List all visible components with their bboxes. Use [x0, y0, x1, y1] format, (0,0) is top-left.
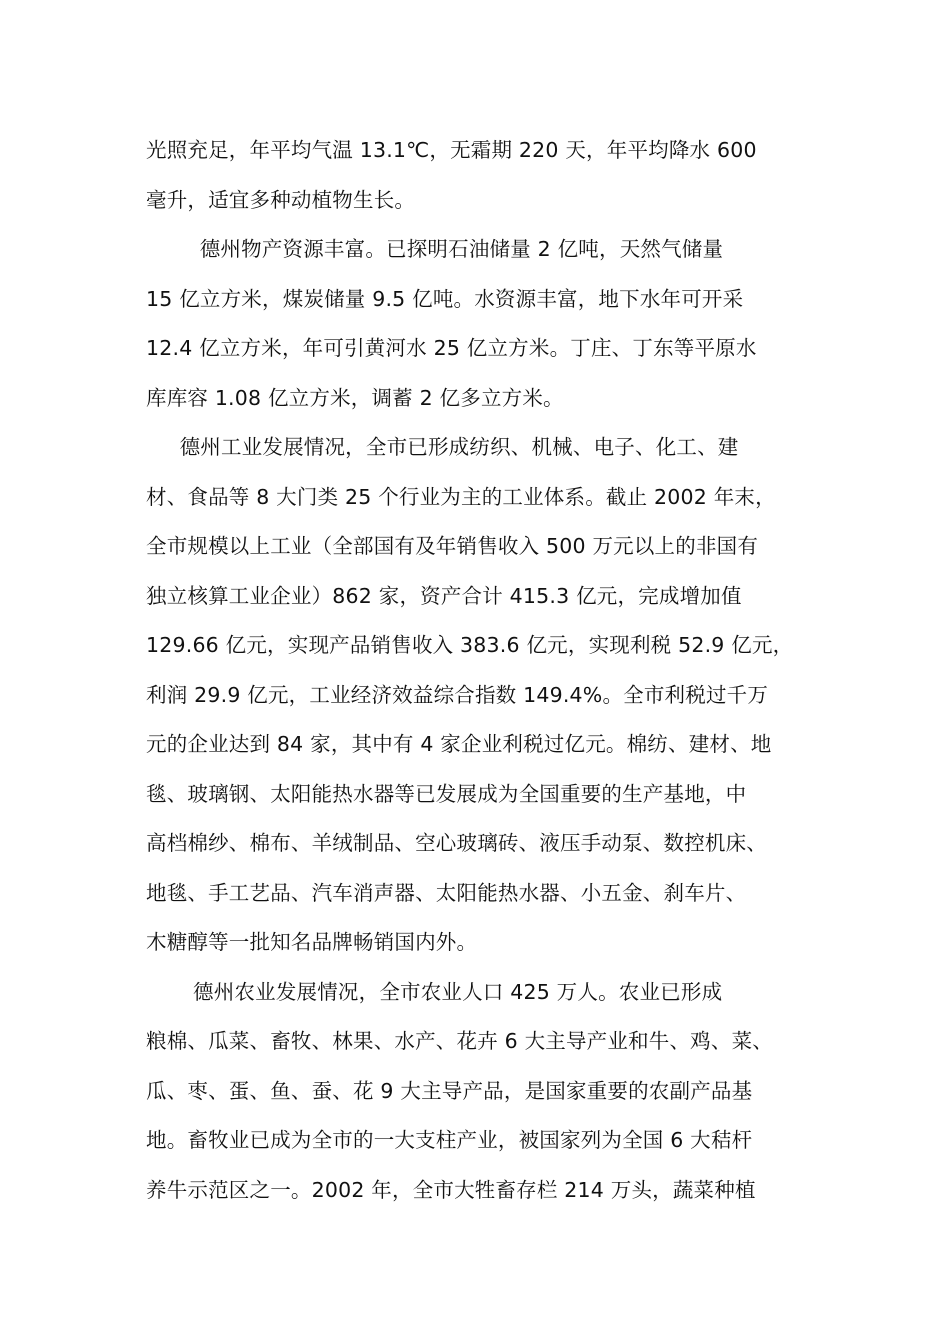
- text-line: 木糖醇等一批知名品牌畅销国内外。: [146, 930, 478, 954]
- text-line: 12.4 亿立方米，年可引黄河水 25 亿立方米。丁庄、丁东等平原水: [146, 336, 757, 360]
- text-line: 地。畜牧业已成为全市的一大支柱产业，被国家列为全国 6 大秸杆: [146, 1128, 753, 1152]
- text-line: 养牛示范区之一。2002 年，全市大牲畜存栏 214 万头，蔬菜种植: [146, 1177, 756, 1202]
- text-line: 光照充足，年平均气温 13.1℃，无霜期 220 天，年平均降水 600: [146, 138, 757, 162]
- text-line: 毫升，适宜多种动植物生长。: [146, 187, 416, 212]
- text-line: 毯、玻璃钢、太阳能热水器等已发展成为全国重要的生产基地，中: [146, 781, 747, 806]
- text-line: 15 亿立方米，煤炭储量 9.5 亿吨。水资源丰富，地下水年可开采: [146, 286, 744, 311]
- text-line: 粮棉、瓜菜、畜牧、林果、水产、花卉 6 大主导产业和牛、鸡、菜、: [146, 1029, 773, 1053]
- text-line: 德州物产资源丰富。已探明石油储量 2 亿吨，天然气储量: [146, 237, 724, 261]
- text-line: 材、食品等 8 大门类 25 个行业为主的工业体系。截止 2002 年末，: [146, 484, 776, 509]
- text-line: 德州农业发展情况，全市农业人口 425 万人。农业已形成: [146, 979, 723, 1004]
- text-line: 独立核算工业企业）862 家，资产合计 415.3 亿元，完成增加值: [146, 583, 742, 608]
- text-line: 瓜、枣、蛋、鱼、蚕、花 9 大主导产品，是国家重要的农副产品基: [146, 1078, 753, 1103]
- text-line: 全市规模以上工业（全部国有及年销售收入 500 万元以上的非国有: [146, 534, 759, 558]
- text-line: 高档棉纱、棉布、羊绒制品、空心玻璃砖、液压手动泵、数控机床、: [146, 831, 767, 855]
- body-text: [146, 126, 816, 1215]
- text-line: 元的企业达到 84 家，其中有 4 家企业利税过亿元。棉纺、建材、地: [146, 732, 772, 756]
- text-line: 129.66 亿元，实现产品销售收入 383.6 亿元，实现利税 52.9 亿元，: [146, 633, 794, 657]
- text-line: 库库容 1.08 亿立方米，调蓄 2 亿多立方米。: [146, 385, 564, 410]
- text-line: 地毯、手工艺品、汽车消声器、太阳能热水器、小五金、刹车片、: [146, 880, 747, 905]
- text-line: 利润 29.9 亿元，工业经济效益综合指数 149.4%。全市利税过千万: [146, 682, 769, 707]
- text-line: 德州工业发展情况，全市已形成纺织、机械、电子、化工、建: [146, 435, 739, 459]
